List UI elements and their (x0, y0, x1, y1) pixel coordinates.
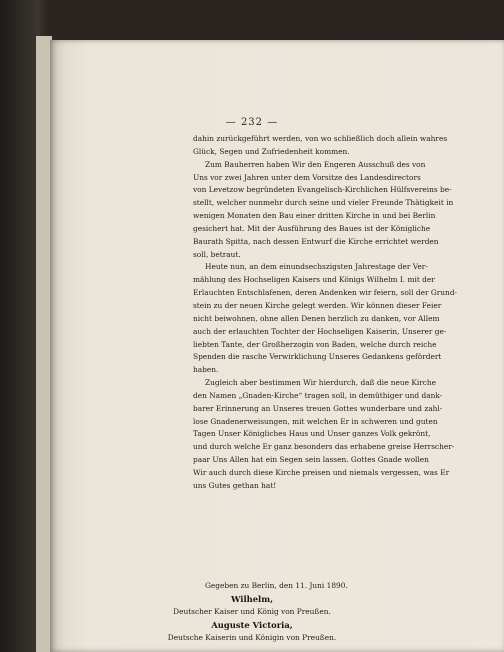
text-line: paar Uns Allen hat ein Segen sein lassen. Gottes Gnade wollen (193, 455, 429, 465)
text-line: haben. (193, 365, 219, 375)
signature-wilhelm: Wilhelm, (231, 594, 273, 604)
text-line: Tagen Unser Königliches Haus und Unser ganzes Volk gekrönt, (193, 429, 431, 439)
text-line: lose Gnadenerweisungen, mit welchen Er in schweren und guten (193, 416, 438, 426)
text-line: barer Erinnerung an Unseres treuen Gottes wunderbare und zahl- (193, 403, 443, 413)
text-line: liebten Tante, der Großherzogin von Baden, welche durch reiche (193, 339, 437, 349)
text-line: uns Gutes gethan hat! (193, 480, 277, 490)
text-line: Wir auch durch diese Kirche preisen und niemals vergessen, was Er (193, 467, 450, 477)
text-line: den Namen „Gnaden-Kirche“ tragen soll, in demüthiger und dank- (193, 390, 443, 400)
text-line: von Levetzow begründeten Evangelisch-Kirchlichen Hülfsvereins be- (193, 185, 452, 195)
text-line: soll, betraut. (193, 249, 241, 259)
signature-auguste-victoria: Auguste Victoria, (211, 620, 293, 630)
text-line: Erlauchten Entschlafenen, deren Andenken wir feiern, soll der Grund- (193, 288, 458, 298)
text-line: und durch welche Er ganz besonders das erhabene greise Herrscher- (193, 442, 455, 452)
text-line: gesichert hat. Mit der Ausführung des Baues ist der Königliche (193, 223, 431, 233)
text-line: Baurath Spitta, nach dessen Entwurf die Kirche errichtet werden (193, 236, 439, 246)
text-line: nicht beiwohnen, ohne allen Denen herzlich zu danken, vor Allem (193, 313, 440, 323)
text-line: Uns vor zwei Jahren unter dem Vorsitze des Landesdirectors (193, 172, 421, 182)
text-line: Glück, Segen und Zufriedenheit kommen. (193, 146, 350, 156)
text-line: Heute nun, an dem einundsechszigsten Jahrestage der Ver- (205, 262, 428, 272)
signature-auguste-victoria-title: Deutsche Kaiserin und Königin von Preußen. (167, 633, 337, 642)
text-line: wenigen Monaten den Bau einer dritten Kirche in und bei Berlin (193, 211, 436, 221)
text-line: mählung des Hochseligen Kaisers und Königs Wilhelm I. mit der (193, 275, 435, 285)
text-line: Zugleich aber bestimmen Wir hierdurch, daß die neue Kirche (205, 378, 437, 388)
text-line: auch der erlauchten Tochter der Hochseligen Kaiserin, Unserer ge- (193, 326, 447, 336)
page-number: — 232 — (225, 117, 279, 128)
text-line: Spenden die rasche Verwirklichung Unseres Gedankens gefördert (193, 352, 442, 362)
text-line: dahin zurückgeführt werden, von wo schließlich doch allein wahres (193, 134, 448, 143)
text-line: stein zu der neuen Kirche gelegt werden. Wir können dieser Feier (193, 300, 442, 310)
signature-wilhelm-title: Deutscher Kaiser und König von Preußen. (173, 607, 331, 616)
body-text (193, 133, 458, 493)
text-line: Zum Bauherren haben Wir den Engeren Ausschuß des von (205, 159, 426, 169)
date-line: Gegeben zu Berlin, den 11. Juni 1890. (205, 581, 348, 590)
text-line: stellt, welcher nunmehr durch seine und vieler Freunde Thätigkeit in (193, 198, 454, 208)
